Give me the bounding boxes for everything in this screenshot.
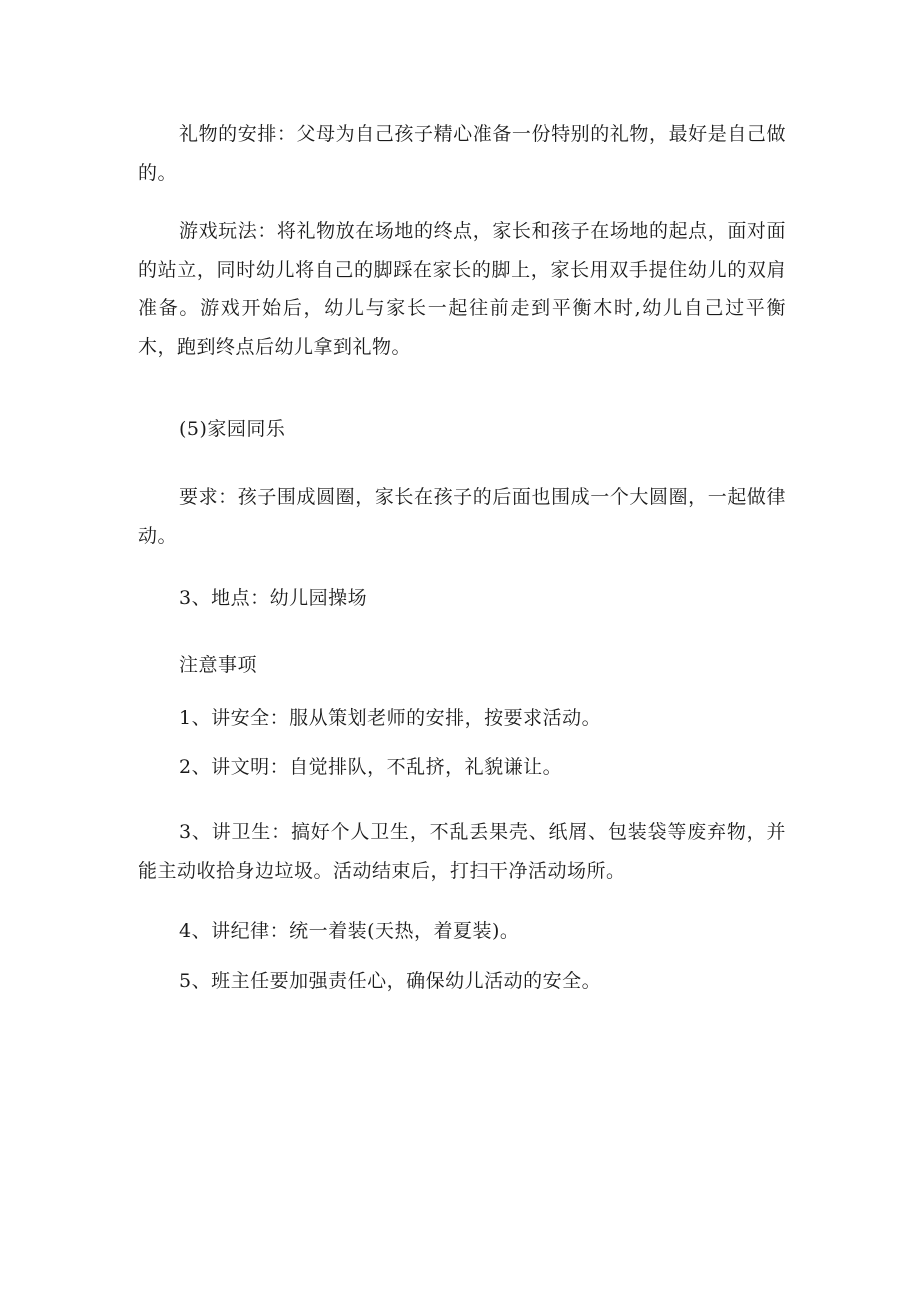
paragraph-note-civility: 2、讲文明：自觉排队，不乱挤，礼貌谦让。 <box>179 756 563 778</box>
paragraph-note-hygiene: 3、讲卫生：搞好个人卫生，不乱丢果壳、纸屑、包装袋等废弃物，并能主动收拾身边垃圾。活动结束后，打扫干净活动场所。 <box>138 821 786 882</box>
paragraph-gift-arrangement: 礼物的安排：父母为自己孩子精心准备一份特别的礼物，最好是自己做的。 <box>138 123 786 184</box>
paragraph-location: 3、地点：幼儿园操场 <box>179 587 368 609</box>
paragraph-note-responsibility: 5、班主任要加强责任心，确保幼儿活动的安全。 <box>179 970 602 992</box>
paragraph-section-heading: (5)家园同乐 <box>179 418 286 440</box>
paragraph-note-safety: 1、讲安全：服从策划老师的安排，按要求活动。 <box>179 707 602 729</box>
paragraph-notes-heading: 注意事项 <box>179 654 258 676</box>
paragraph-note-discipline: 4、讲纪律：统一着装(天热，着夏装)。 <box>179 920 520 942</box>
paragraph-requirements: 要求：孩子围成圆圈，家长在孩子的后面也围成一个大圆圈，一起做律动。 <box>138 486 786 547</box>
paragraph-game-rules: 游戏玩法：将礼物放在场地的终点，家长和孩子在场地的起点，面对面的站立，同时幼儿将自己的脚踩在家长的脚上，家长用双手提住幼儿的双肩准备。游戏开始后，幼儿与家长一起往前走到平衡木时,幼儿自己过平衡木，跑到终点后幼儿拿到礼物。 <box>138 220 786 358</box>
